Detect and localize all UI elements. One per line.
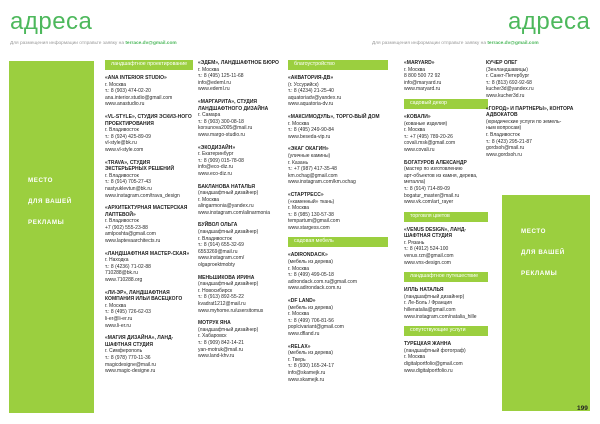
entry-name: «МАГИЯ ДИЗАЙНА», ЛАНД-ШАФТНАЯ СТУДИЯ [105, 335, 174, 348]
contact-link[interactable]: www.instagram.com/km.ochag [288, 179, 356, 186]
directory-entry [105, 290, 193, 330]
entry-detail: г. Рязань [404, 239, 425, 246]
entry-name: БОГАТУРОВ АЛЕКСАНДР [404, 159, 467, 166]
entry-name: «АРХИТЕКТУРНАЯ МАСТЕРСКАЯ ЛАПТЕВОЙ» [105, 205, 188, 218]
entry-detail: т.: 8 (909) 015-78-08 [198, 157, 244, 164]
entry-detail: г. Ле-Боль / Франция [404, 300, 452, 307]
directory-column-4 [404, 60, 488, 380]
directory-entry [288, 252, 388, 292]
entry-name: «КОВАЛИ» [404, 113, 431, 120]
contact-link[interactable]: bogatur_master@mail.ru [404, 192, 460, 199]
entry-detail: (ландшафтный дизайнер) [198, 190, 259, 197]
directory-column-3 [288, 60, 388, 389]
entry-name: БУЙВОЛ ОЛЬГА [198, 222, 238, 229]
contact-link[interactable]: www.dfland.ru [288, 331, 320, 337]
entry-detail: г. Москва [404, 127, 426, 134]
entry-name: ИЛЛЬ НАТАЛЬЯ [404, 287, 444, 294]
directory-entry [198, 145, 294, 178]
entry-detail: г. Москва [105, 81, 127, 88]
directory-entry [288, 344, 388, 384]
contact-link[interactable]: www.land-khv.ru [198, 353, 235, 360]
entry-detail: г. Владивосток [105, 127, 139, 134]
contact-link[interactable]: info@maryard.ru [404, 79, 442, 86]
entry-detail: (ландшафтный дизайнер) [198, 281, 259, 288]
entry-detail: г. Москва [198, 66, 220, 73]
entry-detail: г. Тверь [288, 356, 306, 363]
contact-link[interactable]: www.eco-diz.ru [198, 170, 232, 177]
ad-line: ДЛЯ ВАШЕЙ [28, 198, 72, 205]
directory-column-5 [486, 60, 574, 164]
submission-note-left [10, 41, 177, 46]
contact-link[interactable]: km.ochag@gmail.com [288, 172, 338, 179]
directory-entry [404, 287, 488, 320]
contact-link[interactable]: aquatoriadv@yandex.ru [288, 94, 342, 101]
directory-entry [404, 227, 488, 267]
contact-link[interactable]: digitalportfolio@gmail.com [404, 361, 463, 367]
entry-detail: арт-объектов из камня, дерева, [404, 172, 478, 179]
entry-detail: г. Симферополь [105, 348, 143, 355]
entry-detail: т.: 8 (909) 842-14-21 [198, 339, 244, 346]
entry-detail: т.: 8 (499) 706-81-56 [288, 317, 334, 324]
submission-email-link[interactable]: terrace.dv@gmail.com [125, 41, 177, 46]
directory-entry [288, 146, 388, 186]
entry-detail: т.: 8 (924) 425-89-09 [105, 133, 151, 140]
directory-entry [486, 106, 574, 159]
contact-link[interactable]: gordsoh@mail.ru [486, 145, 525, 152]
contact-link[interactable]: magicdesigne@mail.ru [105, 361, 156, 368]
category-heading: торговля цветов [404, 212, 488, 222]
directory-entry [105, 160, 193, 200]
entry-detail: т.: 8 (914) 705-27-43 [105, 179, 151, 186]
entry-detail: т.: 8 (903) 474-02-20 [105, 88, 151, 95]
entry-detail: т.: 8 (4236) 71-02-88 [105, 263, 151, 270]
category-heading: садовая мебель [288, 237, 388, 247]
entry-detail: г. Владивосток [105, 218, 139, 225]
entry-detail: т.: +7 (495) 789-20-26 [404, 133, 453, 140]
contact-link[interactable]: ana.interior.studio@gmail.com [105, 94, 173, 101]
entry-detail: (г. Уссурийск) [288, 81, 319, 88]
entry-detail: металла) [404, 179, 426, 186]
entry-name: «ЛИ-ЭР», ЛАНДШАФТНАЯ КОМПАНИЯ ИЛЬИ ВАСЕЦКОГО [105, 289, 183, 303]
category-heading: благоустройство [288, 60, 388, 70]
submission-note-text: Для размещения информации отправьте заявку на [372, 41, 486, 46]
directory-entry [288, 114, 388, 140]
contact-link[interactable]: li-er@li-er.ru [105, 316, 133, 322]
entry-detail: (ландшафтный фотограф) [404, 347, 466, 354]
directory-entry [404, 60, 488, 93]
entry-detail: т.: 8 (914) 655-32-69 [198, 242, 244, 249]
entry-detail: (ландшафтный дизайнер) [198, 326, 259, 333]
entry-detail: т.: 8 (903) 300-08-18 [198, 118, 244, 125]
entry-detail: т.: 8 (4234) 21-25-40 [288, 88, 334, 95]
contact-link[interactable]: www.adirondack.com.ru [288, 285, 342, 292]
entry-name: «ГОРОД» И ПАРТНЕРЫ», КОНТОРА АДВОКАТОВ [486, 105, 574, 119]
entry-name: «ЭКАГ ОКАГИН» [288, 146, 329, 153]
contact-link[interactable]: www.maryard.ru [404, 86, 441, 93]
entry-name: МЕНЬШИКОВА ИРИНА [198, 274, 255, 281]
entry-name: «ЭДЕМ», ЛАНДШАФТНОЕ БЮРО [198, 60, 279, 66]
entry-detail: г. Екатеринбург [198, 151, 234, 158]
entry-detail: г. Москва [404, 354, 426, 361]
entry-detail: г. Владивосток [198, 235, 232, 242]
entry-name: КУЧЕР ОЛЕГ [486, 60, 518, 66]
ad-line: РЕКЛАМЫ [521, 270, 558, 277]
contact-link[interactable]: info@skamejk.ru [288, 369, 326, 376]
contact-link[interactable]: www.myhome.ru/usersitomus [198, 307, 264, 314]
entry-detail: (уличные камины) [288, 152, 331, 159]
entry-name: «VL-STYLE», СТУДИЯ ЭСКИЗ-НОГО ПРОЕКТИРОВАНИЯ [105, 113, 192, 127]
entry-detail: т.: +7 (987) 417-35-48 [288, 166, 337, 173]
entry-name: МОТРУК ЯНА [198, 320, 231, 327]
entry-detail: г. Москва [288, 120, 310, 127]
contact-link[interactable]: www.instagram.com/trava_design [105, 192, 180, 199]
entry-detail: (юридические услуги по земель- [486, 118, 562, 125]
entry-detail: («каменный» ткань) [288, 198, 335, 205]
directory-entry [198, 275, 294, 315]
contact-link[interactable]: poplcivariant@gmail.com [288, 324, 344, 331]
contact-link[interactable]: www.instagram.com/ [198, 255, 245, 262]
entry-detail: т.: 8 (4912) 524-100 [404, 246, 449, 253]
ad-placeholder-right [502, 195, 590, 411]
entry-detail: (ландшафтный дизайнер) [198, 229, 259, 236]
directory-column-1 [105, 60, 193, 381]
entry-detail: г. Санкт-Петербург [486, 73, 530, 80]
entry-detail: (мебель из дерева) [288, 259, 333, 266]
ad-line: РЕКЛАМЫ [28, 219, 65, 226]
entry-detail: т.: 8 (495) 726-62-03 [105, 309, 151, 316]
category-heading: ландшафтное проектирование [105, 60, 193, 70]
contact-link[interactable]: nastyuklevtun@bk.ru [105, 185, 152, 192]
contact-link[interactable]: kvadrat1212@mail.ru [198, 301, 246, 307]
contact-link[interactable]: www.skamejk.ru [288, 376, 325, 383]
entry-detail: т.: 8 (423) 295-21-87 [486, 138, 532, 145]
entry-detail: г. Москва [288, 205, 310, 212]
entry-name: «TRAVA», СТУДИЯ ЭКСТЕРЬЕРНЫХ РЕШЕНИЙ [105, 159, 175, 173]
contact-link[interactable]: www.laptevaarchitects.ru [105, 238, 161, 245]
contact-link[interactable]: www.instagram.com/natalia_hille [404, 313, 477, 320]
entry-detail: г. Самара [198, 112, 221, 119]
contact-link[interactable]: www.beseda-vip.ru [288, 133, 331, 140]
contact-link[interactable]: www.instagram.com/alinarmonia [198, 209, 270, 216]
entry-detail: г. Хабаровск [198, 333, 227, 340]
contact-link[interactable]: www.covali.ru [404, 146, 435, 153]
entry-detail: т.: 8 (813) 692-92-68 [486, 79, 532, 86]
page-number: 199 [577, 405, 588, 412]
entry-detail: т.: 8 (913) 892-55-22 [198, 294, 244, 301]
directory-entry [198, 320, 294, 360]
contact-link[interactable]: venus.rzn@gmail.com [404, 253, 454, 260]
contact-link[interactable]: www.vk.com/art_rayer [404, 199, 454, 206]
ad-line: ДЛЯ ВАШЕЙ [521, 249, 565, 256]
directory-entry [198, 222, 294, 268]
contact-link[interactable]: adirondack.com.ru@gmail.com [288, 278, 357, 285]
contact-link[interactable]: 710288@bk.ru [105, 270, 138, 277]
entry-name: БАКЛАНОВА НАТАЛЬЯ [198, 183, 255, 190]
category-heading: садовый декор [404, 99, 488, 109]
entry-detail: г. Москва [105, 302, 127, 309]
entry-detail: ным вопросам) [486, 125, 522, 132]
contact-link[interactable]: korsunova2005@mail.ru [198, 125, 253, 132]
entry-detail: г. Казань [288, 159, 309, 166]
entry-detail: г. Москва [288, 265, 310, 272]
entry-detail: 8 800 500 72 92 [404, 73, 441, 80]
entry-detail: г. Владивосток [486, 131, 520, 138]
entry-detail: т.: 8 (978) 770-11-36 [105, 354, 151, 361]
directory-entry [105, 251, 193, 284]
entry-name: «ADIRONDACK» [288, 252, 328, 259]
entry-name: «VENUS DESIGN», ЛАНД-ШАФТНАЯ СТУДИЯ [404, 226, 467, 240]
contact-link[interactable]: www.li-er.ru [105, 322, 131, 329]
entry-detail: (Зенландшавицы) [486, 66, 528, 73]
entry-detail: т.: 8 (914) 714-89-09 [404, 185, 450, 192]
directory-entry [198, 99, 294, 139]
contact-link[interactable]: www.digitalportfolio.ru [404, 367, 453, 374]
directory-entry [198, 60, 294, 93]
directory-entry [105, 75, 193, 108]
submission-note-right [372, 41, 539, 46]
contact-link[interactable]: alingarmonia@yandex.ru [198, 203, 254, 210]
contact-link[interactable]: info@eco-diz.ru [198, 164, 234, 171]
submission-note-text: Для размещения информации отправьте заявку на [10, 41, 124, 46]
category-heading: ландшафтное путешествие [404, 272, 488, 282]
entry-name: «RELAX» [288, 343, 311, 350]
directory-entry [288, 298, 388, 338]
entry-name: «МАКСИМОДУЛЬ», ТОРГО-ВЫЙ ДОМ [288, 113, 380, 120]
entry-detail: т.: 8 (985) 130-57-38 [288, 211, 334, 218]
directory-entry [404, 341, 488, 374]
directory-entry [486, 60, 574, 100]
entry-detail: (кованые изделия) [404, 120, 448, 127]
entry-detail: г. Новосибирск [198, 287, 233, 294]
entry-detail: (мебель из дерева) [288, 350, 333, 357]
entry-detail: г. Владивосток [105, 172, 139, 179]
directory-entry [288, 192, 388, 232]
ad-line: МЕСТО [28, 177, 54, 184]
contact-link[interactable]: hillenatalia@gmail.com [404, 307, 456, 314]
entry-detail: т.: 8 (495) 249-90-84 [288, 127, 334, 134]
entry-detail: +7 (902) 555-23-88 [105, 224, 148, 231]
entry-detail: (мебель из дерева) [288, 304, 333, 311]
contact-link[interactable]: www.magic-designe.ru [105, 368, 156, 375]
entry-detail: т.: 8 (495) 125-11-68 [198, 73, 244, 80]
directory-entry [404, 114, 488, 154]
contact-link[interactable]: vl-style@bk.ru [105, 140, 137, 147]
entry-name: «МАРГАРИТА», СТУДИЯ ЛАНДШАФТНОГО ДИЗАЙНА [198, 98, 269, 112]
contact-link[interactable]: www.anastudio.ru [105, 101, 145, 108]
contact-link[interactable]: yan-motruk@mail.ru [198, 346, 244, 353]
entry-detail: г. Москва [404, 66, 426, 73]
entry-detail: т.: 8 (499) 499-05-18 [288, 272, 334, 279]
ad-placeholder-left [9, 61, 94, 413]
category-heading: сопутствующие услуги [404, 326, 488, 336]
entry-name: «АКВАТОРИЯ-ДВ» [288, 75, 334, 81]
contact-link[interactable]: covali.msk@gmail.com [404, 140, 456, 147]
submission-email-link[interactable]: terrace.dv@gmail.com [487, 41, 539, 46]
entry-detail: г. Москва [288, 311, 310, 318]
contact-link[interactable]: tempartum@gmail.com [288, 218, 340, 225]
entry-detail: г. Москва [198, 196, 220, 203]
contact-link[interactable]: www.aquatoria-dv.ru [288, 101, 334, 108]
entry-detail: olgaproektmobty [198, 262, 235, 269]
entry-name: «СТАРТРЕСС» [288, 191, 324, 198]
entry-name: «DF LAND» [288, 298, 316, 305]
page-title-left: адреса [10, 8, 93, 35]
contact-link[interactable]: amlposhta@gmail.com [105, 231, 156, 238]
entry-detail: г. Находка [105, 257, 129, 264]
entry-name: «ANA INTERIOR STUDIO» [105, 75, 167, 81]
directory-entry [105, 114, 193, 154]
entry-name: «MARYARD» [404, 60, 435, 66]
entry-name: ТУРЕЦКАЯ ЖАННА [404, 341, 452, 348]
contact-link[interactable]: www.vns-design.com [404, 259, 451, 266]
contact-link[interactable]: www.stargess.com [288, 224, 330, 231]
directory-column-2 [198, 60, 294, 366]
directory-entry [105, 335, 193, 375]
contact-link[interactable]: info@edemI.ru [198, 79, 231, 86]
contact-link[interactable]: www.margo-studio.ru [198, 131, 245, 138]
directory-entry [105, 205, 193, 245]
entry-name: «ЭКОДИЗАЙН» [198, 144, 236, 151]
directory-entry [288, 75, 388, 108]
entry-detail: (мастер по изготовлению [404, 166, 463, 173]
entry-detail: (ландшафтный дизайнер) [404, 293, 465, 300]
contact-link[interactable]: www.gordsoh.ru [486, 151, 522, 158]
contact-link[interactable]: kucher3d@yandex.ru [486, 86, 534, 93]
contact-link[interactable]: www.edemI.ru [198, 86, 230, 93]
contact-link[interactable]: www.vl-style.com [105, 146, 144, 153]
ad-line: МЕСТО [521, 228, 547, 235]
entry-detail: т.: 8 (930) 165-24-17 [288, 363, 334, 370]
directory-entry [404, 160, 488, 206]
contact-link[interactable]: www.710288.org [105, 277, 143, 284]
page-title-right: адреса [508, 8, 591, 35]
directory-entry [198, 184, 294, 217]
contact-link[interactable]: www.kucher3d.ru [486, 92, 525, 99]
entry-name: «ЛАНДШАФТНАЯ МАСТЕР-СКАЯ» [105, 250, 190, 257]
contact-link[interactable]: 6553269@mail.ru [198, 248, 238, 255]
